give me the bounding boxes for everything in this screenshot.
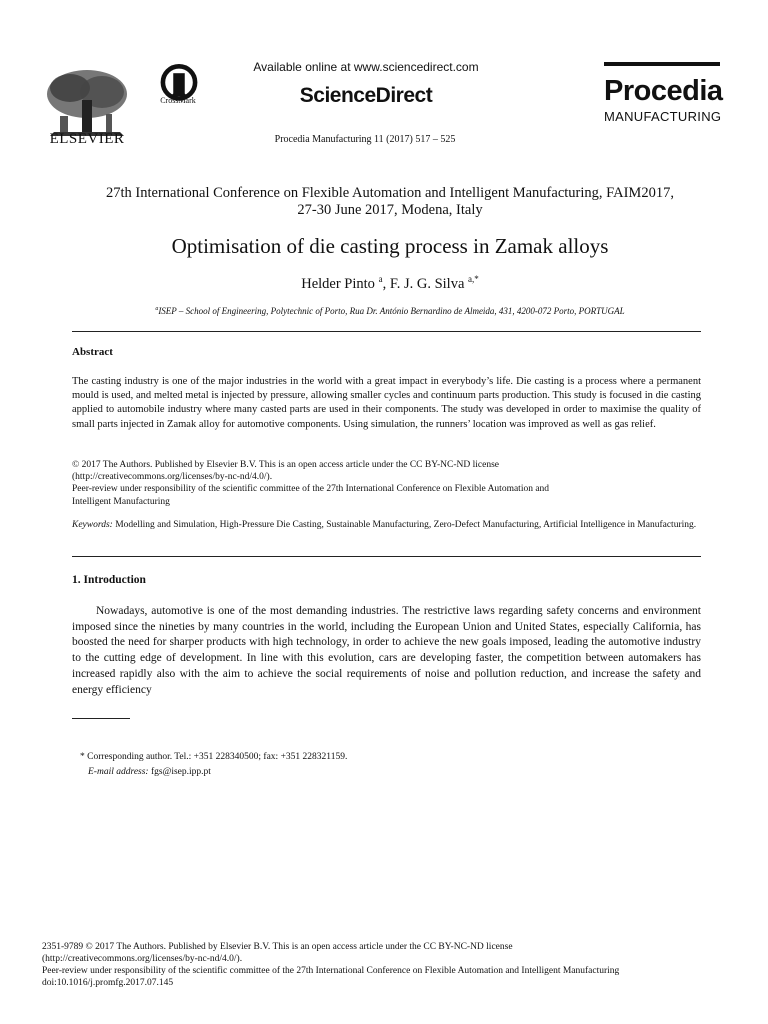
crossmark-label: CrossMark: [160, 96, 196, 105]
author-list: [40, 274, 740, 293]
publisher-name: ELSEVIER: [49, 131, 125, 147]
footer-copyright: [42, 941, 732, 989]
email-label: E-mail address:: [88, 767, 149, 777]
procedia-logo: Procedia: [604, 75, 723, 107]
keywords-label: Keywords:: [72, 520, 113, 530]
license-line: Intelligent Manufacturing: [72, 496, 170, 507]
conference-line-2: 27-30 June 2017, Modena, Italy: [297, 202, 483, 218]
divider: [72, 331, 701, 332]
keywords-text: Modelling and Simulation, High-Pressure Die Casting, Sustainable Manufacturing, Zero-Defect Manufacturing, Artificial Intelligence in Manufacturing.: [112, 520, 697, 530]
paragraph: Nowadays, automotive is one of the most demanding industries. The restrictive laws regarding safety concerns and environment imposed since the nineties by many countries in the world, including the European Union and United States, especially California, has boosted the need for sharper products with high technology, in order to achieve the new goals imposed, leading the automotive industry to the cutting edge of development. In line with this evolution, cars are developing faster, the competition between automakers has increased rapidly also with the aim to achieve the social requirements of noise and pollution reduction, and increase the safety and energy efficiency: [72, 605, 701, 696]
license-line: Peer-review under responsibility of the scientific committee of the 27th International Conference on Flexible Automation and: [72, 484, 550, 495]
introduction-body: [72, 604, 701, 698]
author-affiliation-mark: a: [378, 274, 383, 284]
paper-title: Optimisation of die casting process in Zamak alloys: [171, 234, 609, 258]
footnote-divider: [72, 718, 130, 719]
abstract-text: The casting industry is one of the major industries in the world with a great impact in everybody’s life. Die casting is a process where a permanent mould is used, and melted metal is injected by pressure, allowing smaller cycles and continuum parts production. This study is focused in die casting applied to automobile industry where many casted parts are used in their components. The study was developed in order to maximise the quality of small parts injected in Zamak alloy for automotive components. Using simulation, the runners’ location was improved as well as gas relief.: [72, 376, 701, 430]
conference-info: [40, 185, 740, 219]
license-link[interactable]: (http://creativecommons.org/licenses/by-nc-nd/4.0/).: [72, 472, 273, 483]
sciencedirect-logo[interactable]: ScienceDirect: [299, 84, 433, 107]
divider: [72, 556, 701, 557]
keywords: [72, 519, 701, 532]
footer-line: 2351-9789 © 2017 The Authors. Published by Elsevier B.V. This is an open access article under the CC BY-NC-ND license: [42, 942, 513, 952]
author-name: , F. J. G. Silva: [382, 275, 465, 292]
email-note: [88, 767, 708, 777]
section-heading: 1. Introduction: [72, 574, 146, 586]
corresponding-author-note: * Corresponding author. Tel.: +351 228340500; fax: +351 228321159.: [80, 752, 348, 762]
license-line: © 2017 The Authors. Published by Elsevier B.V. This is an open access article under the CC BY-NC-ND license: [72, 460, 500, 470]
journal-reference: Procedia Manufacturing 11 (2017) 517 – 525: [274, 134, 456, 145]
conference-line-1: 27th International Conference on Flexible Automation and Intelligent Manufacturing, FAIM2017,: [106, 185, 674, 201]
affiliation-mark: a: [155, 306, 159, 312]
affiliation: [40, 306, 740, 316]
doi[interactable]: doi:10.1016/j.promfg.2017.07.145: [42, 978, 174, 988]
available-online-text: Available online at www.sciencedirect.com: [253, 60, 479, 74]
footer-link[interactable]: (http://creativecommons.org/licenses/by-nc-nd/4.0/).: [42, 954, 243, 964]
affiliation-text: ISEP – School of Engineering, Polytechnic of Porto, Rua Dr. António Bernardino de Almeida, 431, 4200-072 Porto, PORTUGAL: [158, 306, 625, 316]
author-affiliation-mark: a,*: [468, 274, 479, 284]
abstract-heading: Abstract: [72, 346, 113, 358]
email-address[interactable]: fgs@isep.ipp.pt: [148, 767, 211, 777]
license-notice: [72, 459, 701, 508]
procedia-subtitle: MANUFACTURING: [604, 109, 722, 124]
footer-line: Peer-review under responsibility of the scientific committee of the 27th International Conference on Flexible Automation and Intelligent Manufacturing: [42, 966, 620, 976]
procedia-logo-bar: [604, 62, 720, 66]
author-name: Helder Pinto: [301, 275, 375, 292]
